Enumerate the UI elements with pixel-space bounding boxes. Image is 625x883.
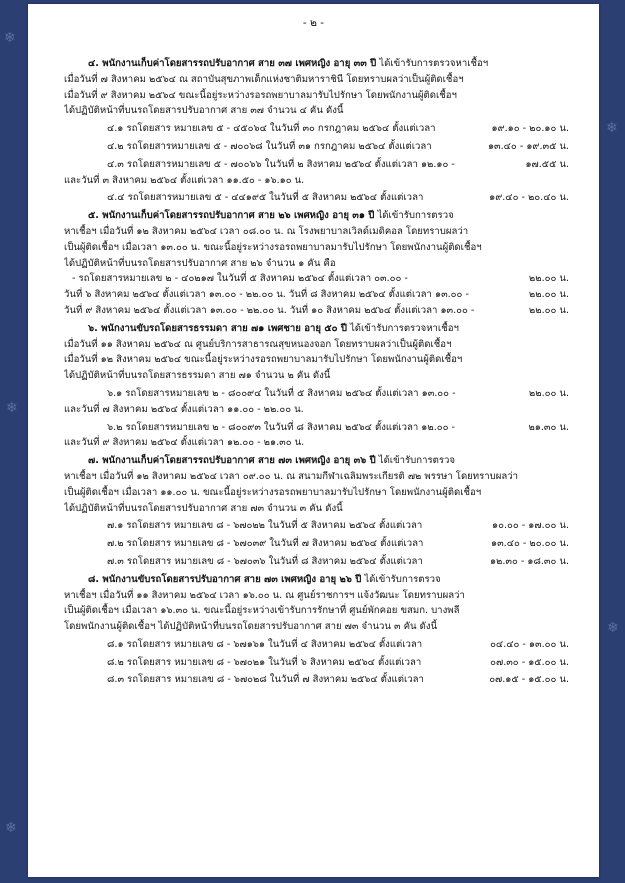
- item-time: ๑๓.๔๐ - ๑๙.๓๕ น.: [487, 140, 569, 152]
- body-line: เมื่อวันที่ ๗ สิงหาคม ๒๕๖๔ ณ สถาบันสุขภาพเด็กแห่งชาติมหาราชินี โดยทราบผลว่าเป็นผู้ติดเชื้อฯ: [64, 73, 464, 85]
- item-time: ๒๒.๐๐ น.: [528, 387, 569, 399]
- item-text: ๗.๓ รถโดยสาร หมายเลข ๘ - ๖๗๐๓๖ ในวันที่ ๘ สิงหาคม ๒๕๖๔ ตั้งแต่เวลา: [107, 555, 423, 567]
- body-line: ได้ปฏิบัติหน้าที่บนรถโดยสารปรับอากาศ สาย ๗๓ จำนวน ๓ คัน ดังนี้: [64, 502, 343, 514]
- item-text: ๘.๒ รถโดยสาร หมายเลข ๘ - ๖๗๐๒๑ ในวันที่ ๖ สิงหาคม ๒๕๖๔ ตั้งแต่เวลา: [107, 656, 422, 668]
- item-continuation: และวันที่ ๙ สิงหาคม ๒๕๖๔ ตั้งแต่เวลา ๑๒.๐๐ - ๒๑.๓๐ น.: [64, 437, 305, 449]
- item-time: ๑๗.๕๕ น.: [525, 158, 569, 170]
- list-item: [64, 139, 569, 155]
- list-item: [64, 672, 569, 688]
- section-heading: [64, 453, 569, 469]
- body-line: ได้ปฏิบัติหน้าที่บนรถโดยสารธรรมดา สาย ๗๑ จำนวน ๒ คัน ดังนี้: [64, 370, 331, 382]
- item-time: ๑๙.๑๐ - ๒๐.๑๐ น.: [491, 123, 569, 135]
- item-continuation: และวันที่ ๓ สิงหาคม ๒๕๖๔ ตั้งแต่เวลา ๑๑.๕๐ - ๑๖.๑๐ น.: [64, 174, 305, 186]
- item-text: - รถโดยสารหมายเลข ๒ - ๔๐๒๑๗ ในวันที่ ๕ สิงหาคม ๒๕๖๔ ตั้งแต่เวลา ๐๓.๐๐ -: [72, 273, 408, 285]
- section-heading: [64, 572, 569, 588]
- section-heading-rest: ได้เข้ารับการตรวจหาเชื้อฯ: [376, 58, 489, 69]
- document-page: [28, 4, 599, 877]
- item-text: ๖.๑ รถโดยสารหมายเลข ๒ - ๘๐๐๙๔ ในวันที่ ๕ สิงหาคม ๒๕๖๔ ตั้งแต่เวลา ๑๓.๐๐ -: [107, 387, 456, 399]
- body-line: ได้ปฏิบัติหน้าที่บนรถโดยสารปรับอากาศ สาย ๓๗ จำนวน ๔ คัน ดังนี้: [64, 105, 344, 117]
- item-time: ๒๒.๐๐ น.: [528, 273, 569, 285]
- item-text: ๘.๓ รถโดยสาร หมายเลข ๘ - ๖๗๐๒๘ ในวันที่ ๗ สิงหาคม ๒๕๖๔ ตั้งแต่เวลา: [107, 674, 424, 686]
- item-time: ๑๓.๔๐ - ๒๐.๐๐ น.: [491, 538, 569, 550]
- list-item: [64, 554, 569, 570]
- item-text: ๔.๓ รถโดยสารหมายเลข ๕ - ๗๐๐๖๖ ในวันที่ ๒ สิงหาคม ๒๕๖๔ ตั้งแต่เวลา ๑๒.๑๐ -: [107, 158, 455, 170]
- section-heading-bold: ๔. พนักงานเก็บค่าโดยสารรถปรับอากาศ สาย ๓๗ เพศหญิง อายุ ๓๓ ปี: [88, 58, 377, 69]
- item-time: ๒๒.๐๐ น.: [528, 289, 569, 301]
- item-time: ๒๒.๐๐ น.: [528, 304, 569, 316]
- item-time: ๐๗.๓๐ - ๑๕.๐๐ น.: [490, 656, 569, 668]
- section-heading-rest: ได้เข้ารับการตรวจ: [361, 573, 441, 585]
- body-line: เป็นผู้ติดเชื้อฯ เมื่อเวลา ๑๖.๓๐ น. ขณะนี้อยู่ระหว่างเข้ารับการรักษาที่ ศูนย์พักคอย ขสมก. บางพลี: [64, 605, 460, 617]
- body-line: เมื่อวันที่ ๑๒ สิงหาคม ๒๕๖๔ ขณะนี้อยู่ระหว่างรอรถพยาบาลมารับไปรักษา โดยพนักงานผู้ติดเชื้อฯ: [64, 354, 463, 366]
- page-number: - ๒ -: [302, 17, 325, 29]
- snowflake-decoration: ❄: [607, 620, 619, 636]
- item-continuation: และวันที่ ๗ สิงหาคม ๒๕๖๔ ตั้งแต่เวลา ๑๑.๐๐ - ๒๒.๐๐ น.: [64, 403, 304, 415]
- list-item: [64, 536, 569, 552]
- item-time: ๒๑.๓๐ น.: [528, 421, 569, 433]
- section-heading-bold: ๘. พนักงานขับรถโดยสารปรับอากาศ สาย ๗๓ เพศหญิง อายุ ๒๖ ปี: [88, 573, 362, 585]
- section-heading-bold: ๖. พนักงานขับรถโดยสารธรรมดา สาย ๗๑ เพศชาย อายุ ๕๐ ปี: [88, 322, 347, 334]
- body-line: โดยพนักงานผู้ติดเชื้อฯ ได้ปฏิบัติหน้าที่บนรถโดยสารปรับอากาศ สาย ๗๓ จำนวน ๓ คัน ดังนี้: [64, 621, 438, 633]
- item-text: ๔.๒ รถโดยสารหมายเลข ๕ - ๗๐๐๖๘ ในวันที่ ๓๑ กรกฎาคม ๒๕๖๔ ตั้งแต่เวลา: [107, 140, 432, 152]
- section-heading-bold: ๕. พนักงานเก็บค่าโดยสารรถปรับอากาศ สาย ๒๖ เพศหญิง อายุ ๓๑ ปี: [88, 210, 375, 222]
- item-text: วันที่ ๖ สิงหาคม ๒๕๖๔ ตั้งแต่เวลา ๑๓.๐๐ - ๒๒.๐๐ น. วันที่ ๘ สิงหาคม ๒๕๖๔ ตั้งแต่เวลา ๑๓.๐๐ -: [64, 289, 469, 301]
- section-heading-rest: ได้เข้ารับการตรวจ: [374, 210, 454, 222]
- snowflake-decoration: ❄: [606, 120, 618, 136]
- list-item: [64, 518, 569, 534]
- section-heading-rest: ได้เข้ารับการตรวจ: [375, 455, 456, 467]
- section-heading: [64, 208, 569, 224]
- item-text: ๔.๔ รถโดยสารหมายเลข ๕ - ๔๔๑๙๕ ในวันที่ ๕ สิงหาคม ๒๕๖๔ ตั้งแต่เวลา: [107, 192, 424, 204]
- list-item: [64, 190, 569, 206]
- list-item: [64, 157, 569, 173]
- item-text: ๗.๒ รถโดยสาร หมายเลข ๘ - ๖๗๐๓๙ ในวันที่ ๗ สิงหาคม ๒๕๖๔ ตั้งแต่เวลา: [107, 538, 424, 550]
- item-continuation: [64, 287, 569, 303]
- item-text: ๔.๑ รถโดยสาร หมายเลข ๕ - ๔๕๐๖๔ ในวันที่ ๓๐ กรกฎาคม ๒๕๖๔ ตั้งแต่เวลา: [107, 123, 436, 135]
- item-text: ๗.๑ รถโดยสาร หมายเลข ๘ - ๖๗๐๒๒ ในวันที่ ๕ สิงหาคม ๒๕๖๔ ตั้งแต่เวลา: [107, 520, 423, 532]
- item-time: ๑๒.๓๐ - ๑๘.๓๐ น.: [489, 555, 569, 567]
- snowflake-decoration: ❄: [4, 30, 16, 46]
- list-item: [64, 386, 569, 402]
- body-line: เมื่อวันที่ ๙ สิงหาคม ๒๕๖๔ ขณะนี้อยู่ระหว่างรอรถพยาบาลมารับไปรักษา โดยพนักงานผู้ติดเชื้อฯ: [64, 89, 457, 101]
- item-text: ๘.๑ รถโดยสาร หมายเลข ๘ - ๖๗๑๖๑ ในวันที่ ๔ สิงหาคม ๒๕๖๔ ตั้งแต่เวลา: [107, 638, 423, 650]
- item-continuation: [64, 303, 569, 319]
- snowflake-decoration: ❄: [5, 820, 17, 836]
- item-time: ๐๔.๔๐ - ๑๓.๐๐ น.: [490, 638, 569, 650]
- document-body: [64, 56, 569, 688]
- section-heading-bold: ๗. พนักงานเก็บค่าโดยสารรถปรับอากาศ สาย ๗๓ เพศหญิง อายุ ๓๖ ปี: [88, 455, 376, 467]
- item-text: วันที่ ๙ สิงหาคม ๒๕๖๔ ตั้งแต่เวลา ๑๓.๐๐ - ๒๒.๐๐ น. วันที่ ๑๐ สิงหาคม ๒๕๖๔ ตั้งแต่เวลา ๑๓.๐๐ -: [64, 304, 475, 316]
- list-item: [64, 271, 569, 287]
- list-item: [64, 655, 569, 671]
- list-item: [64, 637, 569, 653]
- list-item: [64, 420, 569, 436]
- snowflake-decoration: ❄: [6, 400, 18, 416]
- section-heading: [64, 56, 569, 72]
- body-line: ได้ปฏิบัติหน้าที่บนรถโดยสารปรับอากาศ สาย ๒๖ จำนวน ๑ คัน คือ: [64, 257, 336, 269]
- item-time: ๑๙.๔๐ - ๒๐.๔๐ น.: [489, 192, 569, 204]
- section-heading-rest: ได้เข้ารับการตรวจหาเชื้อฯ: [346, 322, 459, 334]
- body-line: เมื่อวันที่ ๑๑ สิงหาคม ๒๕๖๔ ณ ศูนย์บริการสาธารณสุขหนองจอก โดยทราบผลว่าเป็นผู้ติดเชื้อฯ: [64, 338, 452, 350]
- body-line: หาเชื้อฯ เมื่อวันที่ ๑๒ สิงหาคม ๒๕๖๔ เวลา ๐๘.๐๐ น. ณ โรงพยาบาลเวิลด์เมดิคอล โดยทราบผลว่า: [64, 225, 469, 237]
- body-line: เป็นผู้ติดเชื้อฯ เมื่อเวลา ๑๓.๐๐ น. ขณะนี้อยู่ระหว่างรอรถพยาบาลมารับไปรักษา โดยพนักงานผู้ติดเชื้อฯ: [64, 241, 482, 253]
- body-line: หาเชื้อฯ เมื่อวันที่ ๑๒ สิงหาคม ๒๕๖๔ เวลา ๐๙.๐๐ น. ณ สนามกีฬาเฉลิมพระเกียรติ ๗๒ พรรษา โดยทราบผลว่า: [64, 470, 519, 482]
- body-line: เป็นผู้ติดเชื้อฯ เมื่อเวลา ๑๑.๐๐ น. ขณะนี้อยู่ระหว่างรอรถพยาบาลมารับไปรักษา โดยพนักงานผู้ติดเชื้อฯ: [64, 486, 482, 498]
- list-item: [64, 121, 569, 137]
- body-line: หาเชื้อฯ เมื่อวันที่ ๑๑ สิงหาคม ๒๕๖๔ เวลา ๑๖.๐๐ น. ณ ศูนย์ราชการฯ แจ้งวัฒนะ โดยทราบผลว่า: [64, 589, 465, 601]
- item-text: ๖.๒ รถโดยสารหมายเลข ๒ - ๘๐๐๙๓ ในวันที่ ๘ สิงหาคม ๒๕๖๔ ตั้งแต่เวลา ๑๒.๐๐ -: [107, 421, 455, 433]
- item-time: ๑๐.๐๐ - ๑๗.๐๐ น.: [492, 520, 569, 532]
- item-time: ๐๗.๑๕ - ๑๕.๐๐ น.: [489, 674, 569, 686]
- section-heading: [64, 321, 569, 337]
